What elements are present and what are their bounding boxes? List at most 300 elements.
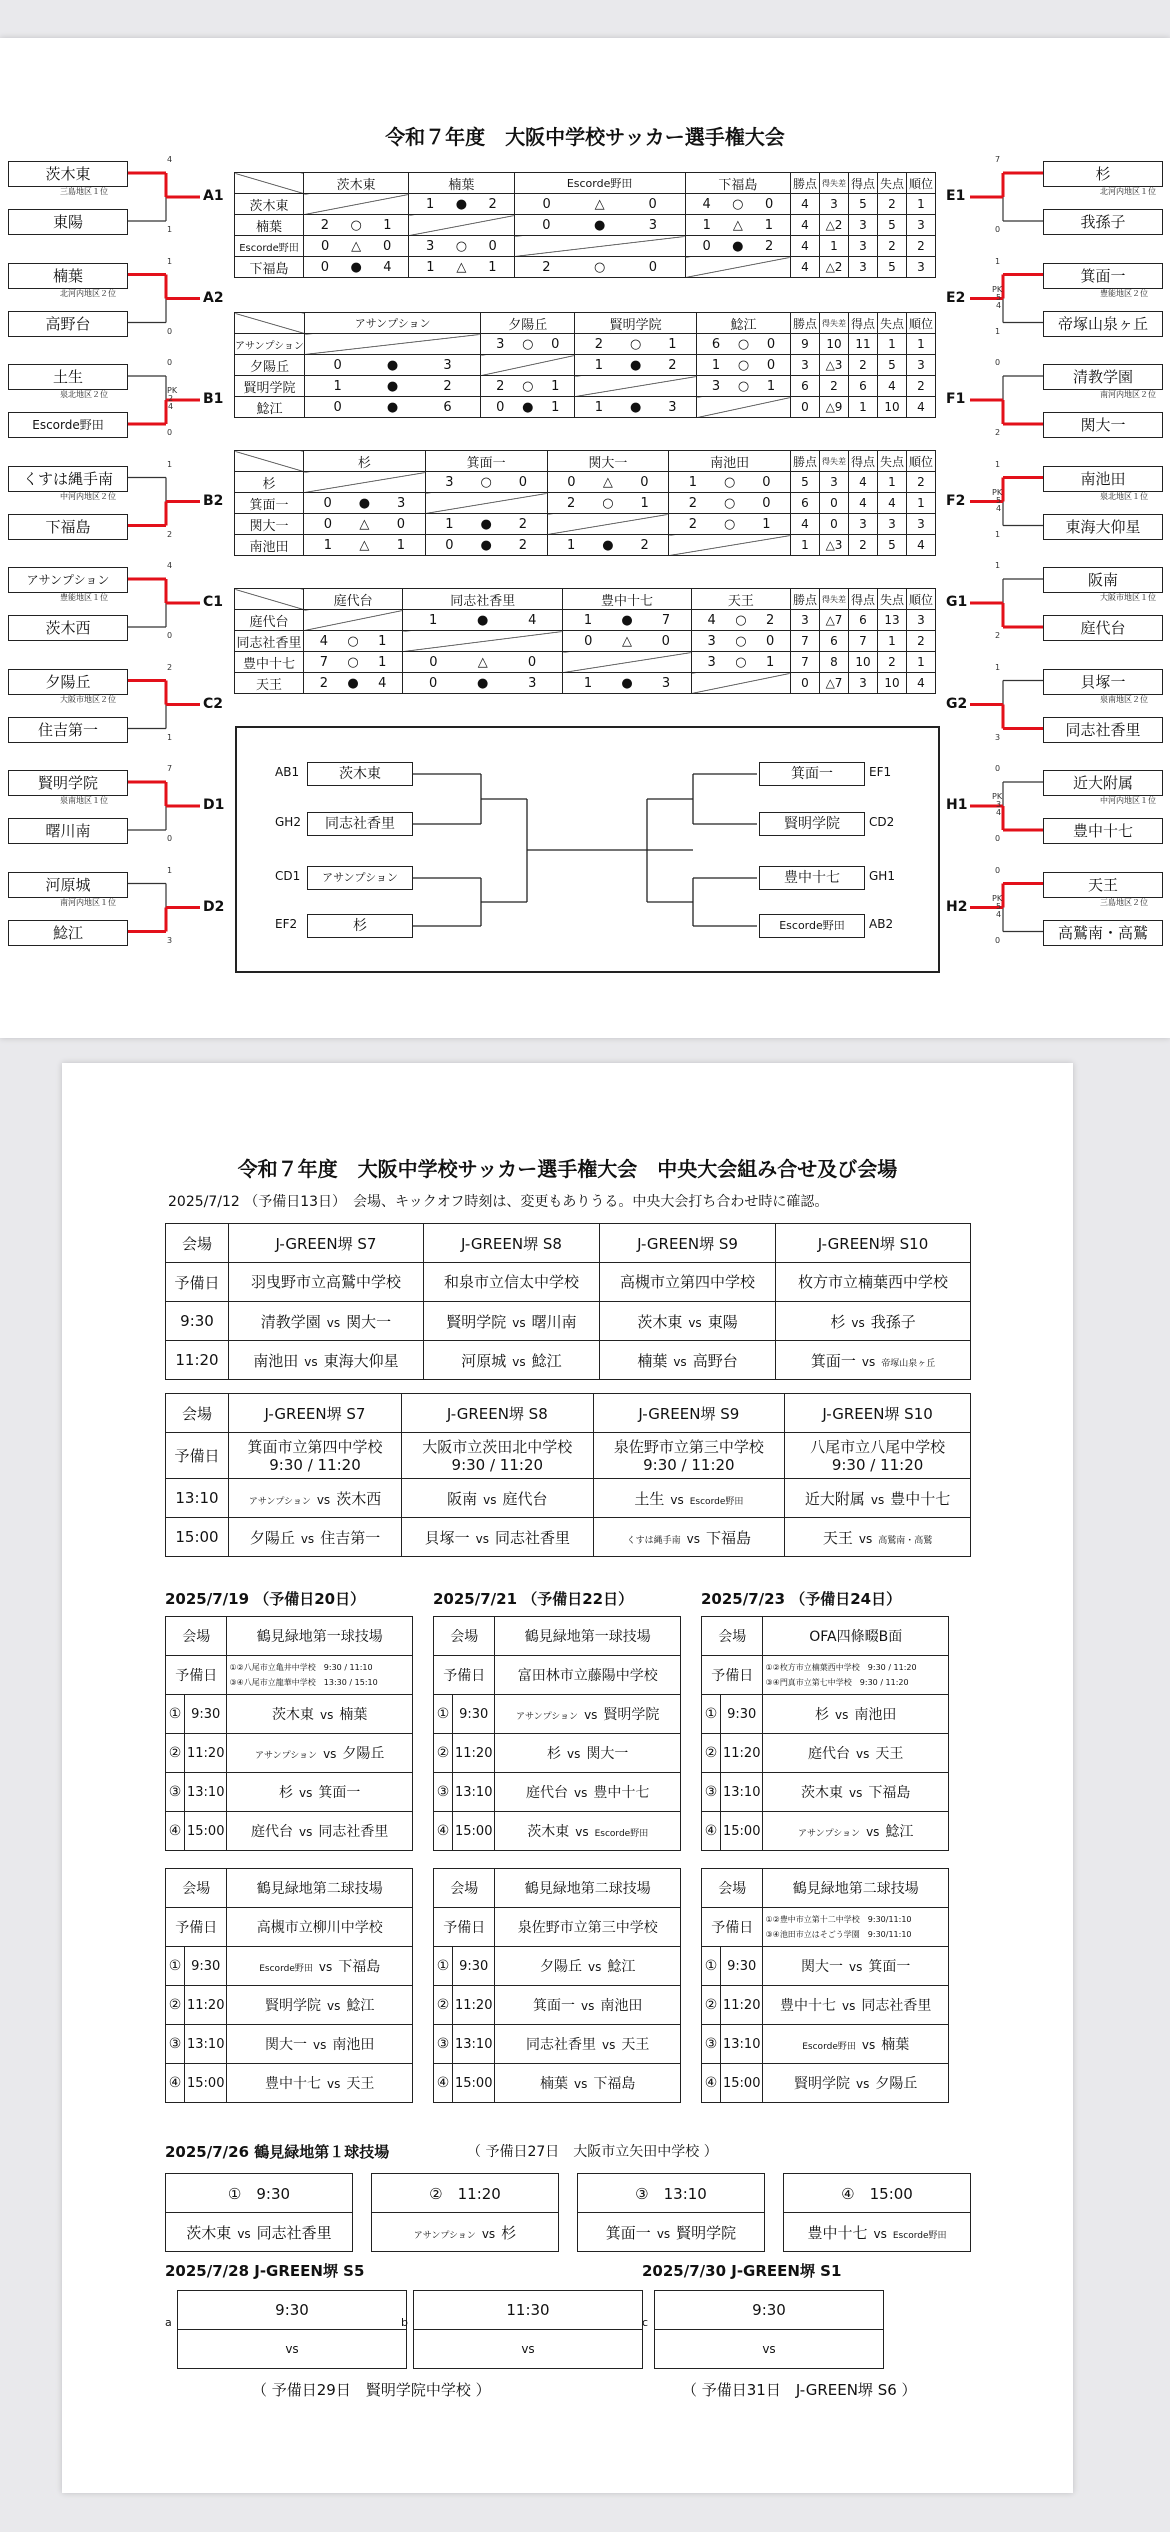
match-row <box>166 1341 971 1380</box>
reserve-school <box>229 1433 402 1479</box>
team-box: くすは縄手南 <box>8 466 128 492</box>
away-team: 同志社香里 <box>256 2223 332 2242</box>
goal-count: 0 <box>584 633 593 649</box>
away-team: 天王 <box>346 2076 375 2092</box>
team-score: 1 <box>167 225 173 234</box>
result-mark: △ <box>594 196 605 212</box>
reserve-label: 予備日 <box>434 1656 495 1695</box>
stat-cell: 2 <box>878 194 907 215</box>
home-team: 夕陽丘 <box>540 1959 583 1975</box>
score-cell <box>409 260 513 275</box>
goal-count: 2 <box>443 378 452 394</box>
result-mark: △ <box>732 217 743 233</box>
schedule-sheet <box>62 1063 1073 2493</box>
reserve-time: 9:30 / 11:20 <box>831 1455 924 1474</box>
match-cell <box>409 236 514 257</box>
stat-cell: 10 <box>849 652 878 673</box>
match-cell <box>685 236 790 257</box>
match-cell <box>563 610 692 631</box>
score-cell <box>548 538 669 553</box>
goal-count: 0 <box>765 633 775 649</box>
stat-cell: 4 <box>907 397 936 418</box>
score-cell <box>426 538 547 553</box>
final-round-table <box>165 2173 353 2252</box>
goal-count: 3 <box>648 217 657 233</box>
match-row <box>702 2064 949 2103</box>
away-team: 高鷲南・高鷲 <box>878 1535 933 1546</box>
stat-cell: 0 <box>791 397 820 418</box>
match-cell <box>481 376 575 397</box>
stat-cell: 1 <box>907 652 936 673</box>
home-team: 庭代台 <box>251 1824 294 1840</box>
goal-count: 2 <box>765 612 775 628</box>
stat-cell: 10 <box>820 334 849 355</box>
match-row <box>702 1947 949 1986</box>
venue-label: 会場 <box>702 1617 763 1656</box>
stat-cell: 4 <box>849 493 878 514</box>
row-team-name: 天王 <box>235 673 304 694</box>
reserve-line: ①②八尾市立亀井中学校 9:30 / 11:10 <box>229 1663 373 1672</box>
league-table <box>234 312 936 418</box>
result-mark: ● <box>732 238 744 254</box>
kickoff-time: 9:30 <box>721 1947 763 1986</box>
goal-count: 2 <box>688 495 697 511</box>
goal-count: 1 <box>640 495 649 511</box>
away-team: 東陽 <box>707 1312 738 1331</box>
reserve-school-name: 和泉市立信太中学校 <box>443 1273 579 1291</box>
vs-label: vs <box>849 1960 863 1974</box>
final-round-table <box>783 2173 971 2252</box>
vs-label: vs <box>316 1492 331 1507</box>
match-cell <box>784 2213 971 2252</box>
schedule-table <box>165 1393 971 1557</box>
match-cell <box>691 631 790 652</box>
goal-count: 3 <box>443 357 452 373</box>
away-team: 鯰江 <box>346 1998 375 2014</box>
vs-label: vs <box>688 1315 702 1330</box>
vs-label: vs <box>574 2077 588 2091</box>
pk-score-top: 5 <box>996 292 1002 302</box>
stat-cell: 5 <box>878 257 907 278</box>
pk-label: PK <box>992 792 1003 801</box>
stat-header: 順位 <box>907 173 936 194</box>
team-header: 茨木東 <box>304 173 409 194</box>
game-header-row <box>578 2174 765 2213</box>
stat-cell: 4 <box>791 514 820 535</box>
stat-cell: 3 <box>849 673 878 694</box>
stat-cell: 2 <box>907 631 936 652</box>
vs-label: vs <box>851 1315 865 1330</box>
stat-cell: 2 <box>820 376 849 397</box>
match-number: ② <box>166 1986 185 2025</box>
match-cell <box>304 610 403 631</box>
game-match-row <box>372 2213 559 2252</box>
result-mark: ● <box>480 537 492 553</box>
goal-count: 0 <box>527 654 537 670</box>
day-date: 2025/7/21 （予備日22日） <box>433 1590 634 1608</box>
goal-count: 1 <box>711 357 721 373</box>
kickoff-time: 15:00 <box>185 1812 227 1851</box>
score-cell <box>692 655 790 670</box>
match-row <box>702 1773 949 1812</box>
league-row <box>235 397 936 418</box>
goal-count: 1 <box>378 654 387 670</box>
team-header: 杉 <box>304 451 426 472</box>
team-score: 0 <box>995 225 1001 234</box>
away-team: 帝塚山泉ヶ丘 <box>881 1358 936 1369</box>
kickoff-time: 9:30 <box>655 2291 884 2330</box>
team-score: 7 <box>167 764 173 773</box>
stat-cell: 10 <box>878 673 907 694</box>
away-team: 南池田 <box>600 1998 643 2014</box>
bracket-code: E2 <box>946 289 966 306</box>
vs-label: vs <box>300 1531 315 1546</box>
match-cell <box>563 652 692 673</box>
match-number: ① <box>166 1695 185 1734</box>
team-header: 下福島 <box>685 173 790 194</box>
away-team: 鯰江 <box>531 1351 562 1370</box>
goal-count: 1 <box>378 633 387 649</box>
vs-label: vs <box>323 1747 337 1761</box>
stat-cell: 4 <box>791 215 820 236</box>
match-cell <box>685 194 790 215</box>
match-row <box>166 1812 413 1851</box>
game-header-row <box>414 2291 643 2330</box>
match-cell <box>304 355 480 376</box>
pk-score-bottom: 4 <box>168 402 174 411</box>
team-sub-label: 南河内地区２位 <box>1100 390 1156 399</box>
final-code: GH2 <box>275 815 301 829</box>
stat-cell: 10 <box>878 397 907 418</box>
vs-label: vs <box>512 1315 526 1330</box>
score-cell <box>305 400 480 415</box>
row-team-name: 下福島 <box>235 257 304 278</box>
reserve-line: ③④八尾市立龍華中学校 13:30 / 15:10 <box>229 1678 378 1687</box>
row-team-name: 夕陽丘 <box>235 355 305 376</box>
score-cell <box>686 239 790 254</box>
score-cell <box>426 475 547 490</box>
stat-cell: 6 <box>849 610 878 631</box>
stat-header: 勝点 <box>791 313 820 334</box>
match-cell <box>304 215 409 236</box>
match-cell <box>229 1479 402 1518</box>
vs-label: vs <box>318 1960 333 1974</box>
match-row <box>166 1479 971 1518</box>
result-mark: ○ <box>723 495 736 511</box>
league-row <box>235 215 936 236</box>
team-header: 箕面一 <box>425 451 547 472</box>
goal-count: 0 <box>762 474 771 490</box>
team-box: 近大附属 <box>1043 770 1163 796</box>
stat-cell: 3 <box>849 514 878 535</box>
kickoff-time: 15:00 <box>185 2064 227 2103</box>
score-cell <box>669 517 790 532</box>
vs-label: vs <box>866 1825 880 1839</box>
game-header-row <box>166 2174 353 2213</box>
game-match-row <box>414 2330 643 2369</box>
bracket-code: G1 <box>946 594 968 610</box>
match-row <box>166 1734 413 1773</box>
vs-label: vs <box>326 1315 341 1330</box>
team-score: 4 <box>167 561 173 570</box>
match-number: ③ <box>434 1773 453 1812</box>
venue-row <box>702 1869 949 1908</box>
goal-count: 1 <box>429 612 438 628</box>
home-team: アサンプション <box>516 1712 579 1722</box>
result-mark: ● <box>386 399 399 415</box>
match-cell <box>685 257 790 278</box>
score-cell <box>515 197 685 212</box>
reserve-label: 予備日 <box>166 1433 229 1479</box>
match-number: ① <box>702 1695 721 1734</box>
score-cell <box>481 379 574 394</box>
goal-count: 1 <box>702 217 711 233</box>
goal-count: 0 <box>542 196 551 212</box>
stat-cell: 3 <box>849 215 878 236</box>
match-cell <box>575 376 697 397</box>
row-team-name: 豊中十七 <box>235 652 304 673</box>
away-team: 夕陽丘 <box>875 2076 918 2092</box>
result-mark: ● <box>602 537 614 553</box>
result-mark: ● <box>386 357 399 373</box>
stat-cell: 1 <box>820 236 849 257</box>
league-header-row <box>235 589 936 610</box>
match-row <box>166 1518 971 1557</box>
match-cell <box>304 472 426 493</box>
team-score: 0 <box>995 935 1001 945</box>
reserve-school <box>785 1433 971 1479</box>
final-code: AB2 <box>869 917 894 931</box>
away-team: 下福島 <box>593 2076 636 2092</box>
match-row <box>702 1986 949 2025</box>
stat-header: 順位 <box>907 451 936 472</box>
result-mark: ● <box>629 399 642 415</box>
team-sub-label: 三島地区２位 <box>1100 897 1148 907</box>
match-number: ② <box>166 1734 185 1773</box>
team-sub-label: 泉南地区１位 <box>60 796 108 805</box>
away-team: 賢明学院 <box>603 1707 660 1723</box>
goal-count: 4 <box>707 612 716 628</box>
reserve-school-name: 泉佐野市立第三中学校 <box>613 1437 764 1456</box>
goal-count: 0 <box>323 516 332 532</box>
reserve-school-name: 大阪市立茨田北中学校 <box>422 1437 573 1456</box>
reserve-row <box>702 1656 949 1695</box>
league-row <box>235 334 936 355</box>
away-team: 鯰江 <box>885 1824 914 1840</box>
vs-cell: vs <box>414 2330 643 2369</box>
team-header: 庭代台 <box>304 589 403 610</box>
league-row <box>235 631 936 652</box>
corner-cell <box>235 589 304 610</box>
result-mark: ● <box>629 357 642 373</box>
goal-count: 3 <box>711 378 721 394</box>
home-team: 楠葉 <box>540 2076 569 2092</box>
goal-count: 2 <box>764 238 774 254</box>
schedule-table <box>165 1223 971 1380</box>
day-date: 2025/7/19 （予備日20日） <box>165 1590 366 1608</box>
away-team: 豊中十七 <box>890 1489 951 1508</box>
goal-count: 0 <box>518 474 527 490</box>
goal-count: 0 <box>383 238 392 254</box>
day-table <box>701 1868 949 2103</box>
team-box: 楠葉 <box>8 263 128 289</box>
reserve-time: 9:30 / 11:20 <box>643 1455 735 1474</box>
away-team: 我孫子 <box>870 1312 916 1331</box>
away-team: 下福島 <box>338 1959 381 1975</box>
bracket-code: A2 <box>203 289 224 306</box>
stat-cell: 5 <box>791 472 820 493</box>
team-header: アサンプション <box>304 313 480 334</box>
match-row <box>166 1947 413 1986</box>
vs-label: vs <box>581 1999 595 2013</box>
score-cell <box>515 218 685 233</box>
goal-count: 2 <box>496 378 505 394</box>
reserve-row <box>166 1908 413 1947</box>
venue-name: J-GREEN堺 S9 <box>599 1224 775 1263</box>
stat-cell: 3 <box>907 215 936 236</box>
away-team: 住吉第一 <box>320 1528 381 1547</box>
league-row <box>235 610 936 631</box>
away-team: 関大一 <box>346 1312 392 1331</box>
match-cell <box>697 376 791 397</box>
match-number: ③ <box>702 2025 721 2064</box>
match-cell <box>697 334 791 355</box>
score-cell <box>304 538 425 553</box>
result-mark: ● <box>358 495 371 511</box>
vs-label: vs <box>575 1825 589 1839</box>
match-cell <box>372 2213 559 2252</box>
goal-count: 0 <box>396 516 406 532</box>
match-cell <box>227 1812 413 1851</box>
team-score: 3 <box>167 935 173 945</box>
corner-cell <box>235 173 304 194</box>
game-letter: b <box>401 2316 408 2329</box>
match-cell <box>495 1695 681 1734</box>
row-team-name: 茨木東 <box>235 194 304 215</box>
match-cell <box>763 2064 949 2103</box>
match-number: ① <box>166 1947 185 1986</box>
team-header: 南池田 <box>669 451 791 472</box>
score-cell <box>697 379 790 394</box>
stat-header: 順位 <box>907 313 936 334</box>
league-table <box>234 450 936 556</box>
team-box: 茨木東 <box>8 161 128 187</box>
day-table <box>433 1868 681 2103</box>
goal-count: 1 <box>566 537 576 553</box>
match-cell <box>495 2064 681 2103</box>
match-cell <box>403 610 563 631</box>
result-mark: ● <box>386 378 399 394</box>
final-team-box: 茨木東 <box>307 762 413 786</box>
reserve-row <box>702 1908 949 1947</box>
goal-count: 7 <box>319 654 328 670</box>
match-cell <box>763 1812 949 1851</box>
stat-cell: 3 <box>849 236 878 257</box>
goal-count: 1 <box>426 259 435 275</box>
reserve-line: 高槻市立柳川中学校 <box>256 1920 383 1936</box>
match-cell <box>547 493 669 514</box>
result-mark: ● <box>593 217 606 233</box>
match-cell <box>304 535 426 556</box>
match-cell <box>304 673 403 694</box>
match-cell <box>481 355 575 376</box>
stat-cell: 2 <box>907 236 936 257</box>
away-team: 東海大仰星 <box>323 1351 399 1370</box>
goal-count: 0 <box>445 537 454 553</box>
stat-cell: 2 <box>849 355 878 376</box>
stat-cell: 5 <box>878 355 907 376</box>
match-cell <box>547 514 669 535</box>
match-cell <box>669 514 791 535</box>
reserve-row <box>166 1263 971 1302</box>
away-team: 夕陽丘 <box>342 1746 385 1762</box>
team-box: Escorde野田 <box>8 412 128 438</box>
team-score: 2 <box>167 662 173 672</box>
goal-count: 0 <box>702 238 711 254</box>
goal-count: 0 <box>766 357 776 373</box>
reserve-label: 予備日 <box>702 1908 763 1947</box>
row-team-name: 杉 <box>235 472 304 493</box>
goal-count: 1 <box>668 336 677 352</box>
team-box: 同志社香里 <box>1043 717 1163 743</box>
stat-cell: 2 <box>878 652 907 673</box>
stat-cell: 9 <box>791 334 820 355</box>
league-header-row <box>235 173 936 194</box>
reserve-school-name: 羽曳野市立高鷲中学校 <box>250 1273 401 1291</box>
row-team-name: 同志社香里 <box>235 631 304 652</box>
match-cell <box>669 535 791 556</box>
score-cell <box>563 676 691 691</box>
team-header: 天王 <box>691 589 790 610</box>
final-team-box: 賢明学院 <box>759 812 865 836</box>
final-team-box: Escorde野田 <box>759 914 865 938</box>
team-sub-label: 中河内地区１位 <box>1100 796 1156 805</box>
vs-label: vs <box>686 1531 701 1546</box>
match-number: ④ <box>702 1812 721 1851</box>
sheet2-title: 令和７年度 大阪中学校サッカー選手権大会 中央大会組み合せ及び会場 <box>237 1157 898 1181</box>
match-cell <box>669 472 791 493</box>
match-cell <box>495 1986 681 2025</box>
stat-cell: 4 <box>849 472 878 493</box>
match-number: ④ <box>434 2064 453 2103</box>
reserve-line: ③④門真市立第七中学校 9:30 / 11:20 <box>765 1678 909 1687</box>
match-cell <box>304 652 403 673</box>
reserve-time: 9:30 / 11:20 <box>451 1455 544 1474</box>
kickoff-time: 11:20 <box>721 1734 763 1773</box>
home-team: 関大一 <box>265 2037 308 2053</box>
match-cell <box>409 257 514 278</box>
stat-cell: △2 <box>820 215 849 236</box>
match-cell <box>409 194 514 215</box>
league-row <box>235 355 936 376</box>
home-team: 賢明学院 <box>794 2076 851 2092</box>
match-cell <box>575 397 697 418</box>
score-cell <box>692 613 790 628</box>
score-cell <box>305 379 480 394</box>
score-cell <box>304 218 408 233</box>
match-cell <box>763 1734 949 1773</box>
vs-label: vs <box>483 1492 497 1507</box>
team-score: 0 <box>995 358 1001 367</box>
team-sub-label: 泉北地区２位 <box>60 390 108 399</box>
match-row <box>166 1695 413 1734</box>
stat-cell: 1 <box>907 194 936 215</box>
bracket-code: C1 <box>203 594 224 610</box>
game-letter: a <box>165 2316 172 2329</box>
result-mark: ○ <box>347 633 359 649</box>
result-mark: ○ <box>593 259 606 275</box>
goal-count: 3 <box>707 654 716 670</box>
